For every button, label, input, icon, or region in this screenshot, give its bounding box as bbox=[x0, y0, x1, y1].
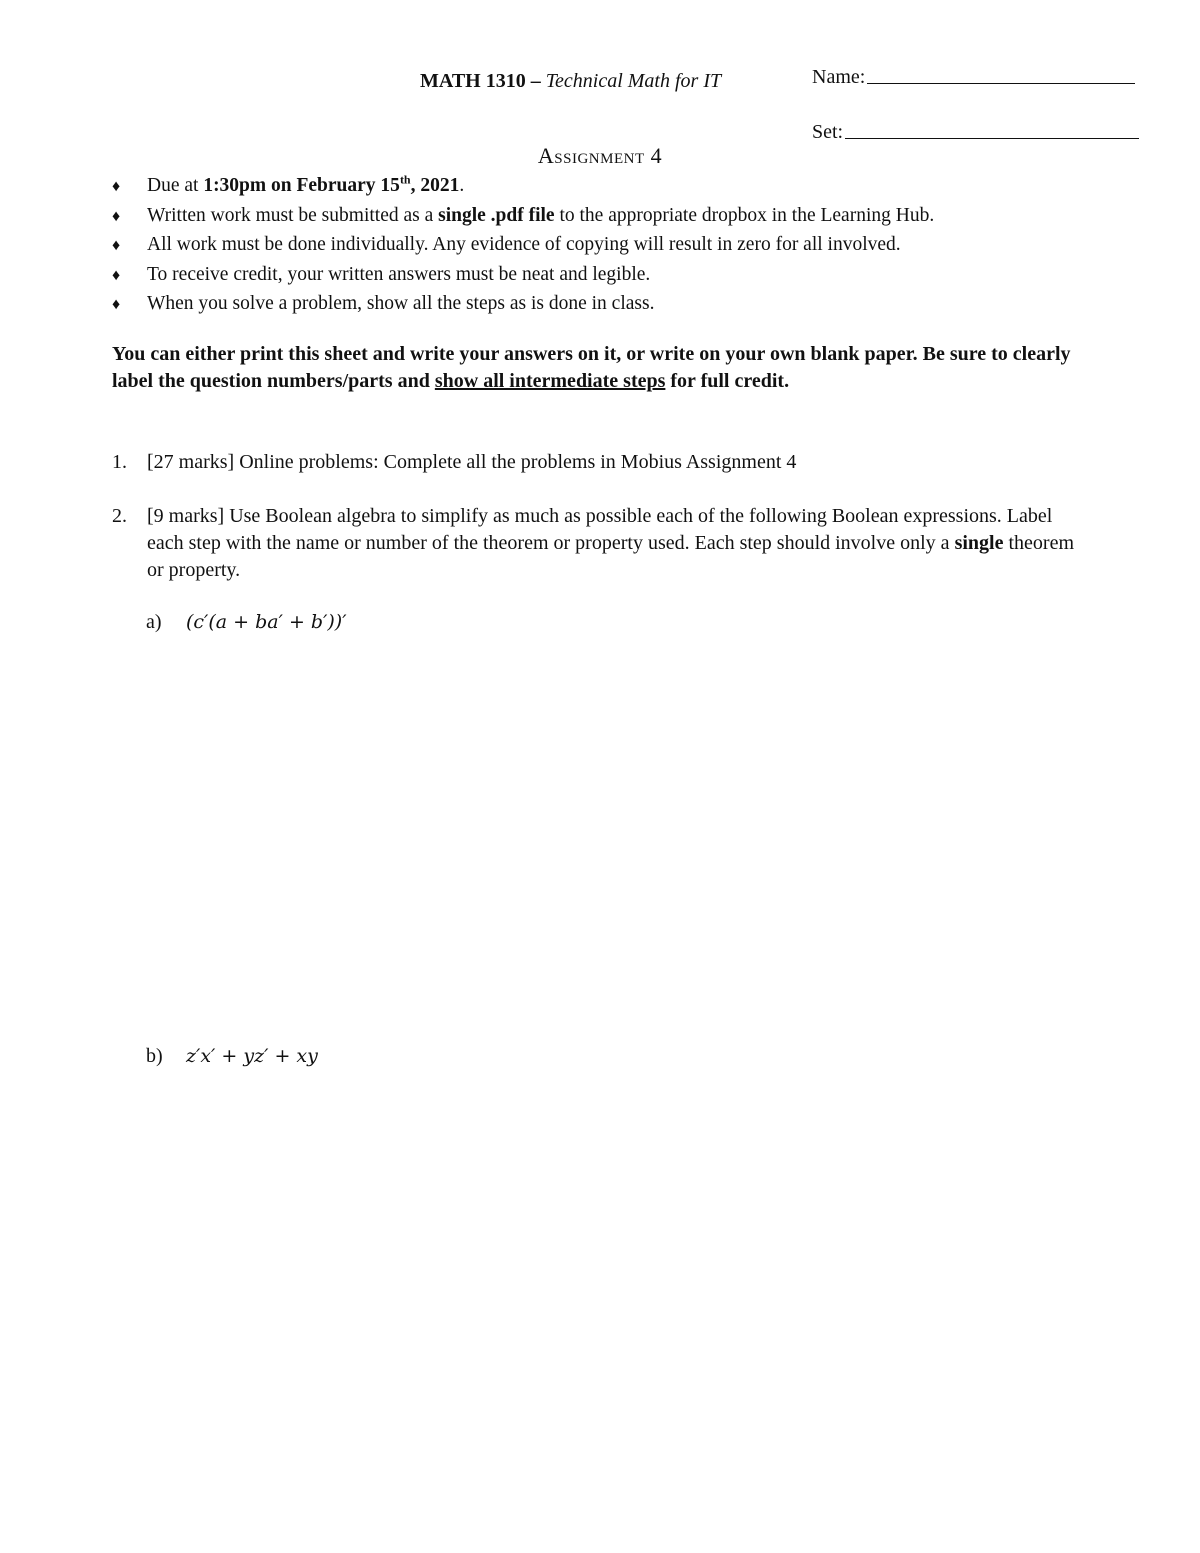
question-2-bold: single bbox=[954, 532, 1004, 554]
assignment-title bbox=[0, 143, 1200, 169]
assignment-number: 4 bbox=[650, 143, 663, 168]
question-number: 1. bbox=[112, 451, 127, 473]
rules-list bbox=[112, 172, 1112, 323]
diamond-bullet-icon: ♦ bbox=[112, 266, 121, 284]
question-1 bbox=[112, 449, 1092, 476]
due-pre: Due at bbox=[147, 175, 204, 196]
name-field bbox=[812, 66, 1135, 89]
submission-text bbox=[147, 205, 934, 227]
diamond-bullet-icon: ♦ bbox=[112, 237, 121, 254]
legibility-text: To receive credit, your written answers must be neat and legible. bbox=[147, 263, 651, 285]
due-date: 1:30pm on February 15 bbox=[203, 175, 400, 196]
submission-pre: Written work must be submitted as a bbox=[147, 204, 439, 226]
part-label: b) bbox=[146, 1045, 163, 1067]
course-heading bbox=[420, 70, 721, 93]
instruction-pre: You can either print this sheet and write your answers on it, or write on your own blank paper. Be sure to clearly label the question numbers/parts and bbox=[112, 343, 1071, 392]
name-label: Name: bbox=[812, 66, 866, 88]
list-item bbox=[112, 293, 1112, 323]
show-steps-text: When you solve a problem, show all the steps as is done in class. bbox=[147, 293, 655, 314]
individual-work-text: All work must be done individually. Any evidence of copying will result in zero for all involved. bbox=[147, 234, 901, 255]
due-text bbox=[147, 172, 465, 197]
question-text bbox=[147, 503, 1092, 584]
list-item bbox=[112, 205, 1112, 235]
question-text: [27 marks] Online problems: Complete all the problems in Mobius Assignment 4 bbox=[147, 451, 797, 473]
question-2-pre: [9 marks] Use Boolean algebra to simplify as much as possible each of the following Boolean expressions. Label each step with the name or number of the theorem or property used. Each step should involve only a bbox=[147, 505, 1053, 554]
list-item bbox=[112, 234, 1112, 264]
due-post: . bbox=[459, 175, 465, 196]
instruction-post: for full credit. bbox=[665, 370, 790, 392]
diamond-bullet-icon: ♦ bbox=[112, 207, 121, 225]
assignment-title-rest: ssignment bbox=[554, 143, 645, 168]
due-sup: th bbox=[399, 172, 411, 187]
question-2-part-b bbox=[146, 1045, 318, 1068]
name-blank-line bbox=[867, 82, 1135, 84]
course-code: MATH 1310 – bbox=[420, 70, 541, 92]
question-2-part-a bbox=[146, 611, 347, 634]
question-2 bbox=[112, 503, 1092, 584]
set-blank-line bbox=[845, 137, 1139, 139]
diamond-bullet-icon: ♦ bbox=[112, 178, 121, 195]
set-field bbox=[812, 121, 1139, 144]
due-year: , 2021 bbox=[410, 175, 460, 196]
question-2-post: theorem or property. bbox=[147, 532, 1074, 581]
question-number: 2. bbox=[112, 505, 127, 527]
diamond-bullet-icon: ♦ bbox=[112, 296, 121, 313]
set-label: Set: bbox=[812, 121, 844, 143]
instruction-paragraph bbox=[112, 341, 1082, 395]
boolean-expression: (c′(a + ba′ + b′))′ bbox=[186, 611, 347, 633]
list-item bbox=[112, 172, 1112, 205]
part-label: a) bbox=[146, 611, 162, 633]
assignment-title-first: A bbox=[537, 143, 555, 168]
submission-format: single .pdf file bbox=[438, 204, 555, 226]
course-title: Technical Math for IT bbox=[545, 70, 722, 92]
instruction-underlined: show all intermediate steps bbox=[434, 370, 666, 392]
submission-post: to the appropriate dropbox in the Learning Hub. bbox=[554, 204, 935, 226]
list-item bbox=[112, 264, 1112, 294]
boolean-expression: z′x′ + yz′ + xy bbox=[186, 1045, 318, 1067]
